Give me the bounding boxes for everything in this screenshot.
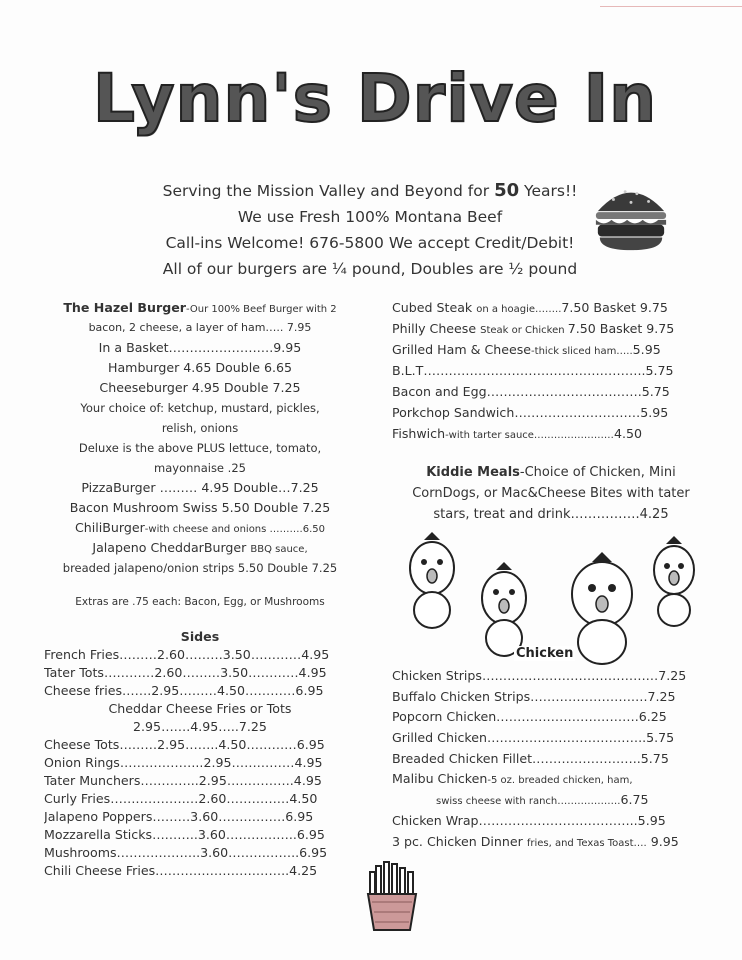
menu-line: Philly Cheese Steak or Chicken 7.50 Basket 9.75 bbox=[392, 321, 675, 336]
kiddie-line-1: Kiddie Meals-Choice of Chicken, Mini bbox=[426, 465, 676, 480]
menu-line: In a Basket…………………….9.95 bbox=[98, 340, 302, 355]
burger-icon bbox=[592, 178, 670, 256]
menu-line: breaded jalapeno/onion strips 5.50 Double 7.25 bbox=[62, 561, 338, 575]
menu-line: Bacon and Egg……………………………….5.75 bbox=[392, 384, 670, 399]
side-line: 2.95…….4.95…..7.25 bbox=[133, 719, 267, 734]
menu-line: 3 pc. Chicken Dinner fries, and Texas Toast…. 9.95 bbox=[392, 833, 679, 849]
menu-line: Hamburger 4.65 Double 6.65 bbox=[107, 360, 293, 375]
menu-line: Breaded Chicken Fillet……………………..5.75 bbox=[392, 750, 669, 766]
intro-text bbox=[120, 178, 620, 282]
menu-line: Fishwich-with tarter sauce……………………4.50 bbox=[392, 426, 642, 441]
sides-heading: Sides bbox=[180, 629, 220, 644]
left-column bbox=[44, 298, 356, 880]
side-line: Cheese Tots………2.95……..4.50…………6.95 bbox=[44, 737, 325, 752]
menu-line: B.L.T……………………………………………..5.75 bbox=[392, 363, 674, 378]
extras-note: Extras are .75 each: Bacon, Egg, or Mushrooms bbox=[75, 596, 325, 608]
top-edge-line bbox=[600, 6, 742, 7]
intro-line-4: All of our burgers are ¼ pound, Doubles are ½ pound bbox=[162, 260, 578, 278]
side-line: Onion Rings………………..2.95……………4.95 bbox=[44, 755, 323, 770]
chicken-heading: Chicken bbox=[516, 646, 574, 661]
menu-line: Your choice of: ketchup, mustard, pickles, bbox=[80, 401, 320, 415]
side-line: Jalapeno Poppers………3.60…………….6.95 bbox=[44, 809, 314, 824]
menu-line: swiss cheese with ranch……………….6.75 bbox=[436, 792, 649, 808]
menu-line: Porkchop Sandwich…………………………5.95 bbox=[392, 405, 669, 420]
intro-line-1: Serving the Mission Valley and Beyond for 50 Years!! bbox=[162, 180, 578, 201]
menu-line: Cheeseburger 4.95 Double 7.25 bbox=[99, 380, 301, 395]
restaurant-title: Lynn's Drive In bbox=[92, 60, 658, 137]
right-column bbox=[392, 298, 702, 445]
side-line: Chili Cheese Fries…………………………..4.25 bbox=[44, 863, 318, 878]
menu-line: Grilled Chicken………………………………..5.75 bbox=[392, 730, 675, 746]
menu-line: Bacon Mushroom Swiss 5.50 Double 7.25 bbox=[69, 500, 331, 515]
kiddie-meals bbox=[392, 462, 710, 525]
menu-line: Grilled Ham & Cheese-thick sliced ham…..5.95 bbox=[392, 342, 661, 357]
menu-line: PizzaBurger ……… 4.95 Double…7.25 bbox=[81, 480, 319, 495]
menu-line: Deluxe is the above PLUS lettuce, tomato, bbox=[78, 441, 322, 455]
kiddie-line-2: CornDogs, or Mac&Cheese Bites with tater bbox=[412, 486, 690, 501]
menu-line: ChiliBurger-with cheese and onions ……….6.50 bbox=[75, 520, 325, 535]
side-line: Curly Fries…………………2.60……………4.50 bbox=[44, 791, 318, 806]
side-line: Mushrooms………………..3.60……………..6.95 bbox=[44, 845, 328, 860]
kiddie-line-3: stars, treat and drink…………….4.25 bbox=[433, 507, 669, 522]
menu-line: relish, onions bbox=[161, 421, 239, 435]
chicken-section bbox=[392, 666, 702, 852]
fries-icon bbox=[362, 860, 422, 932]
menu-line: Cubed Steak on a hoagie……..7.50 Basket 9.75 bbox=[392, 300, 668, 315]
menu-line: Chicken Strips……………………………………7.25 bbox=[392, 668, 687, 683]
side-line: French Fries………2.60………3.50…………4.95 bbox=[44, 647, 330, 662]
menu-line: Chicken Wrap………………………………..5.95 bbox=[392, 812, 666, 828]
side-line: Tater Tots…………2.60………3.50…………4.95 bbox=[44, 665, 327, 680]
intro-line-2: We use Fresh 100% Montana Beef bbox=[237, 208, 503, 226]
menu-line: Popcorn Chicken…………………………….6.25 bbox=[392, 709, 667, 725]
menu-line: Malibu Chicken-5 oz. breaded chicken, ham, bbox=[392, 771, 633, 787]
menu-line: Buffalo Chicken Strips……………………….7.25 bbox=[392, 688, 676, 704]
side-line: Tater Munchers…………..2.95…………….4.95 bbox=[44, 773, 322, 788]
menu-line: The Hazel Burger-Our 100% Beef Burger with 2 bbox=[63, 300, 337, 315]
side-line: Mozzarella Sticks………..3.60……………..6.95 bbox=[44, 827, 325, 842]
menu-line: Jalapeno CheddarBurger BBQ sauce, bbox=[92, 540, 308, 555]
menu-line: bacon, 2 cheese, a layer of ham….. 7.95 bbox=[88, 321, 312, 334]
side-line: Cheese fries…….2.95………4.50…………6.95 bbox=[44, 683, 324, 698]
intro-line-3: Call-ins Welcome! 676-5800 We accept Credit/Debit! bbox=[165, 234, 575, 252]
menu-line: mayonnaise .25 bbox=[154, 461, 246, 475]
side-line: Cheddar Cheese Fries or Tots bbox=[108, 701, 292, 716]
